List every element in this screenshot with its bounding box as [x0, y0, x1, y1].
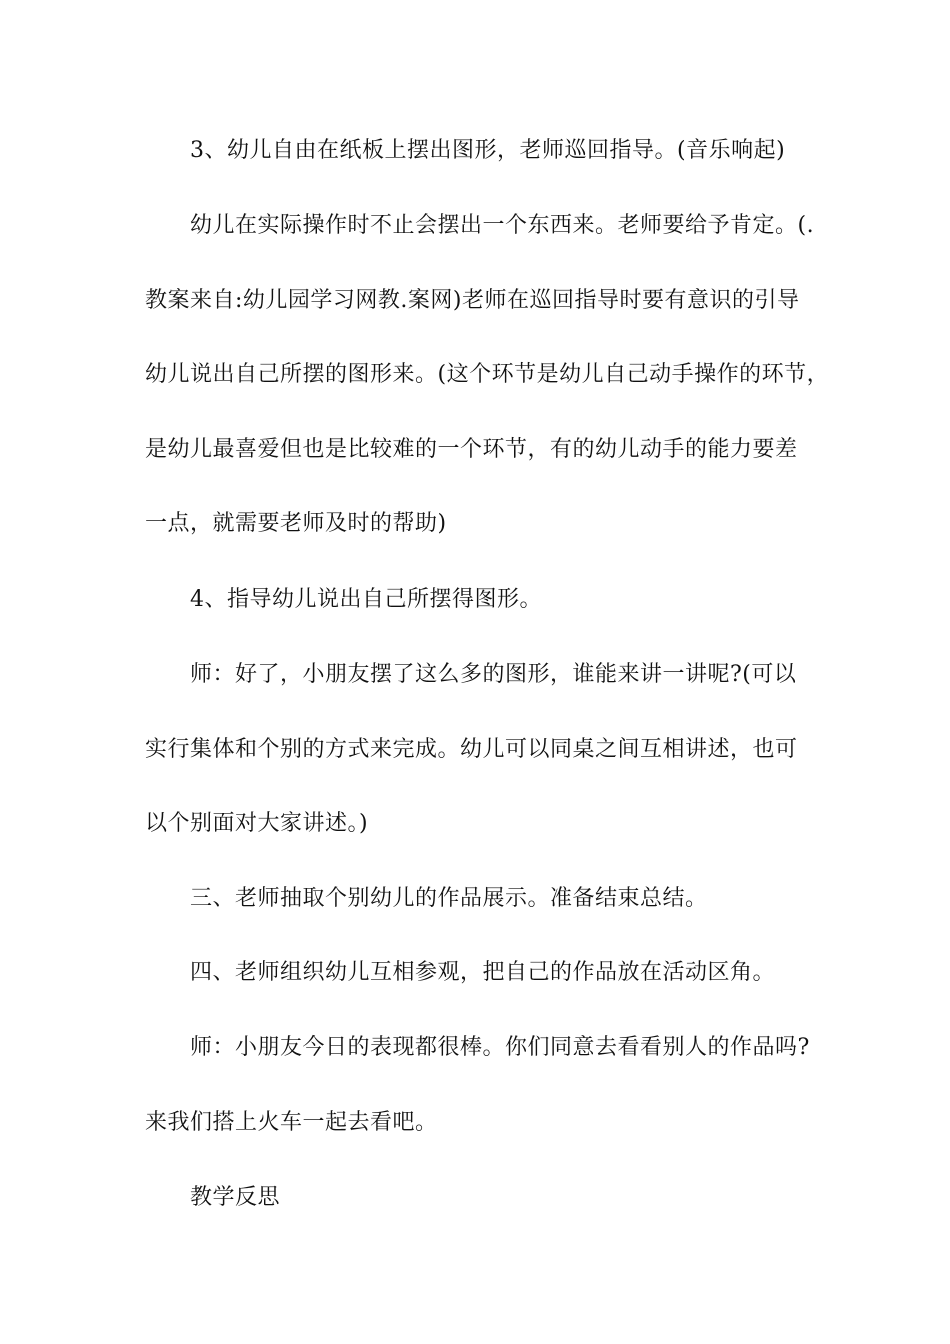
paragraph-6-line-1: 四、老师组织幼儿互相参观，把自己的作品放在活动区角。 [190, 960, 776, 985]
paragraph-2-line-2: 教案来自:幼儿园学习网教.案网)老师在巡回指导时要有意识的引导 [145, 288, 800, 313]
paragraph-2-line-4: 是幼儿最喜爱但也是比较难的一个环节，有的幼儿动手的能力要差 [145, 437, 798, 462]
paragraph-4-line-1: 师：好了，小朋友摆了这么多的图形，谁能来讲一讲呢?(可以 [190, 662, 797, 687]
paragraph-4-line-2: 实行集体和个别的方式来完成。幼儿可以同桌之间互相讲述，也可 [145, 737, 798, 762]
paragraph-7-line-2: 来我们搭上火车一起去看吧。 [145, 1110, 438, 1135]
section-heading-teaching-reflection: 教学反思 [190, 1185, 281, 1210]
paragraph-2-line-5: 一点，就需要老师及时的帮助) [145, 511, 447, 536]
paragraph-5-line-1: 三、老师抽取个别幼儿的作品展示。准备结束总结。 [190, 886, 708, 911]
paragraph-1-line-1: 3、幼儿自由在纸板上摆出图形，老师巡回指导。(音乐响起) [190, 138, 786, 163]
paragraph-7-line-1: 师：小朋友今日的表现都很棒。你们同意去看看别人的作品吗? [190, 1035, 810, 1060]
paragraph-2-line-1: 幼儿在实际操作时不止会摆出一个东西来。老师要给予肯定。(. [190, 213, 815, 238]
paragraph-3-line-1: 4、指导幼儿说出自己所摆得图形。 [190, 587, 542, 612]
paragraph-2-line-3: 幼儿说出自己所摆的图形来。(这个环节是幼儿自己动手操作的环节， [145, 362, 830, 387]
paragraph-4-line-3: 以个别面对大家讲述。) [145, 811, 369, 836]
